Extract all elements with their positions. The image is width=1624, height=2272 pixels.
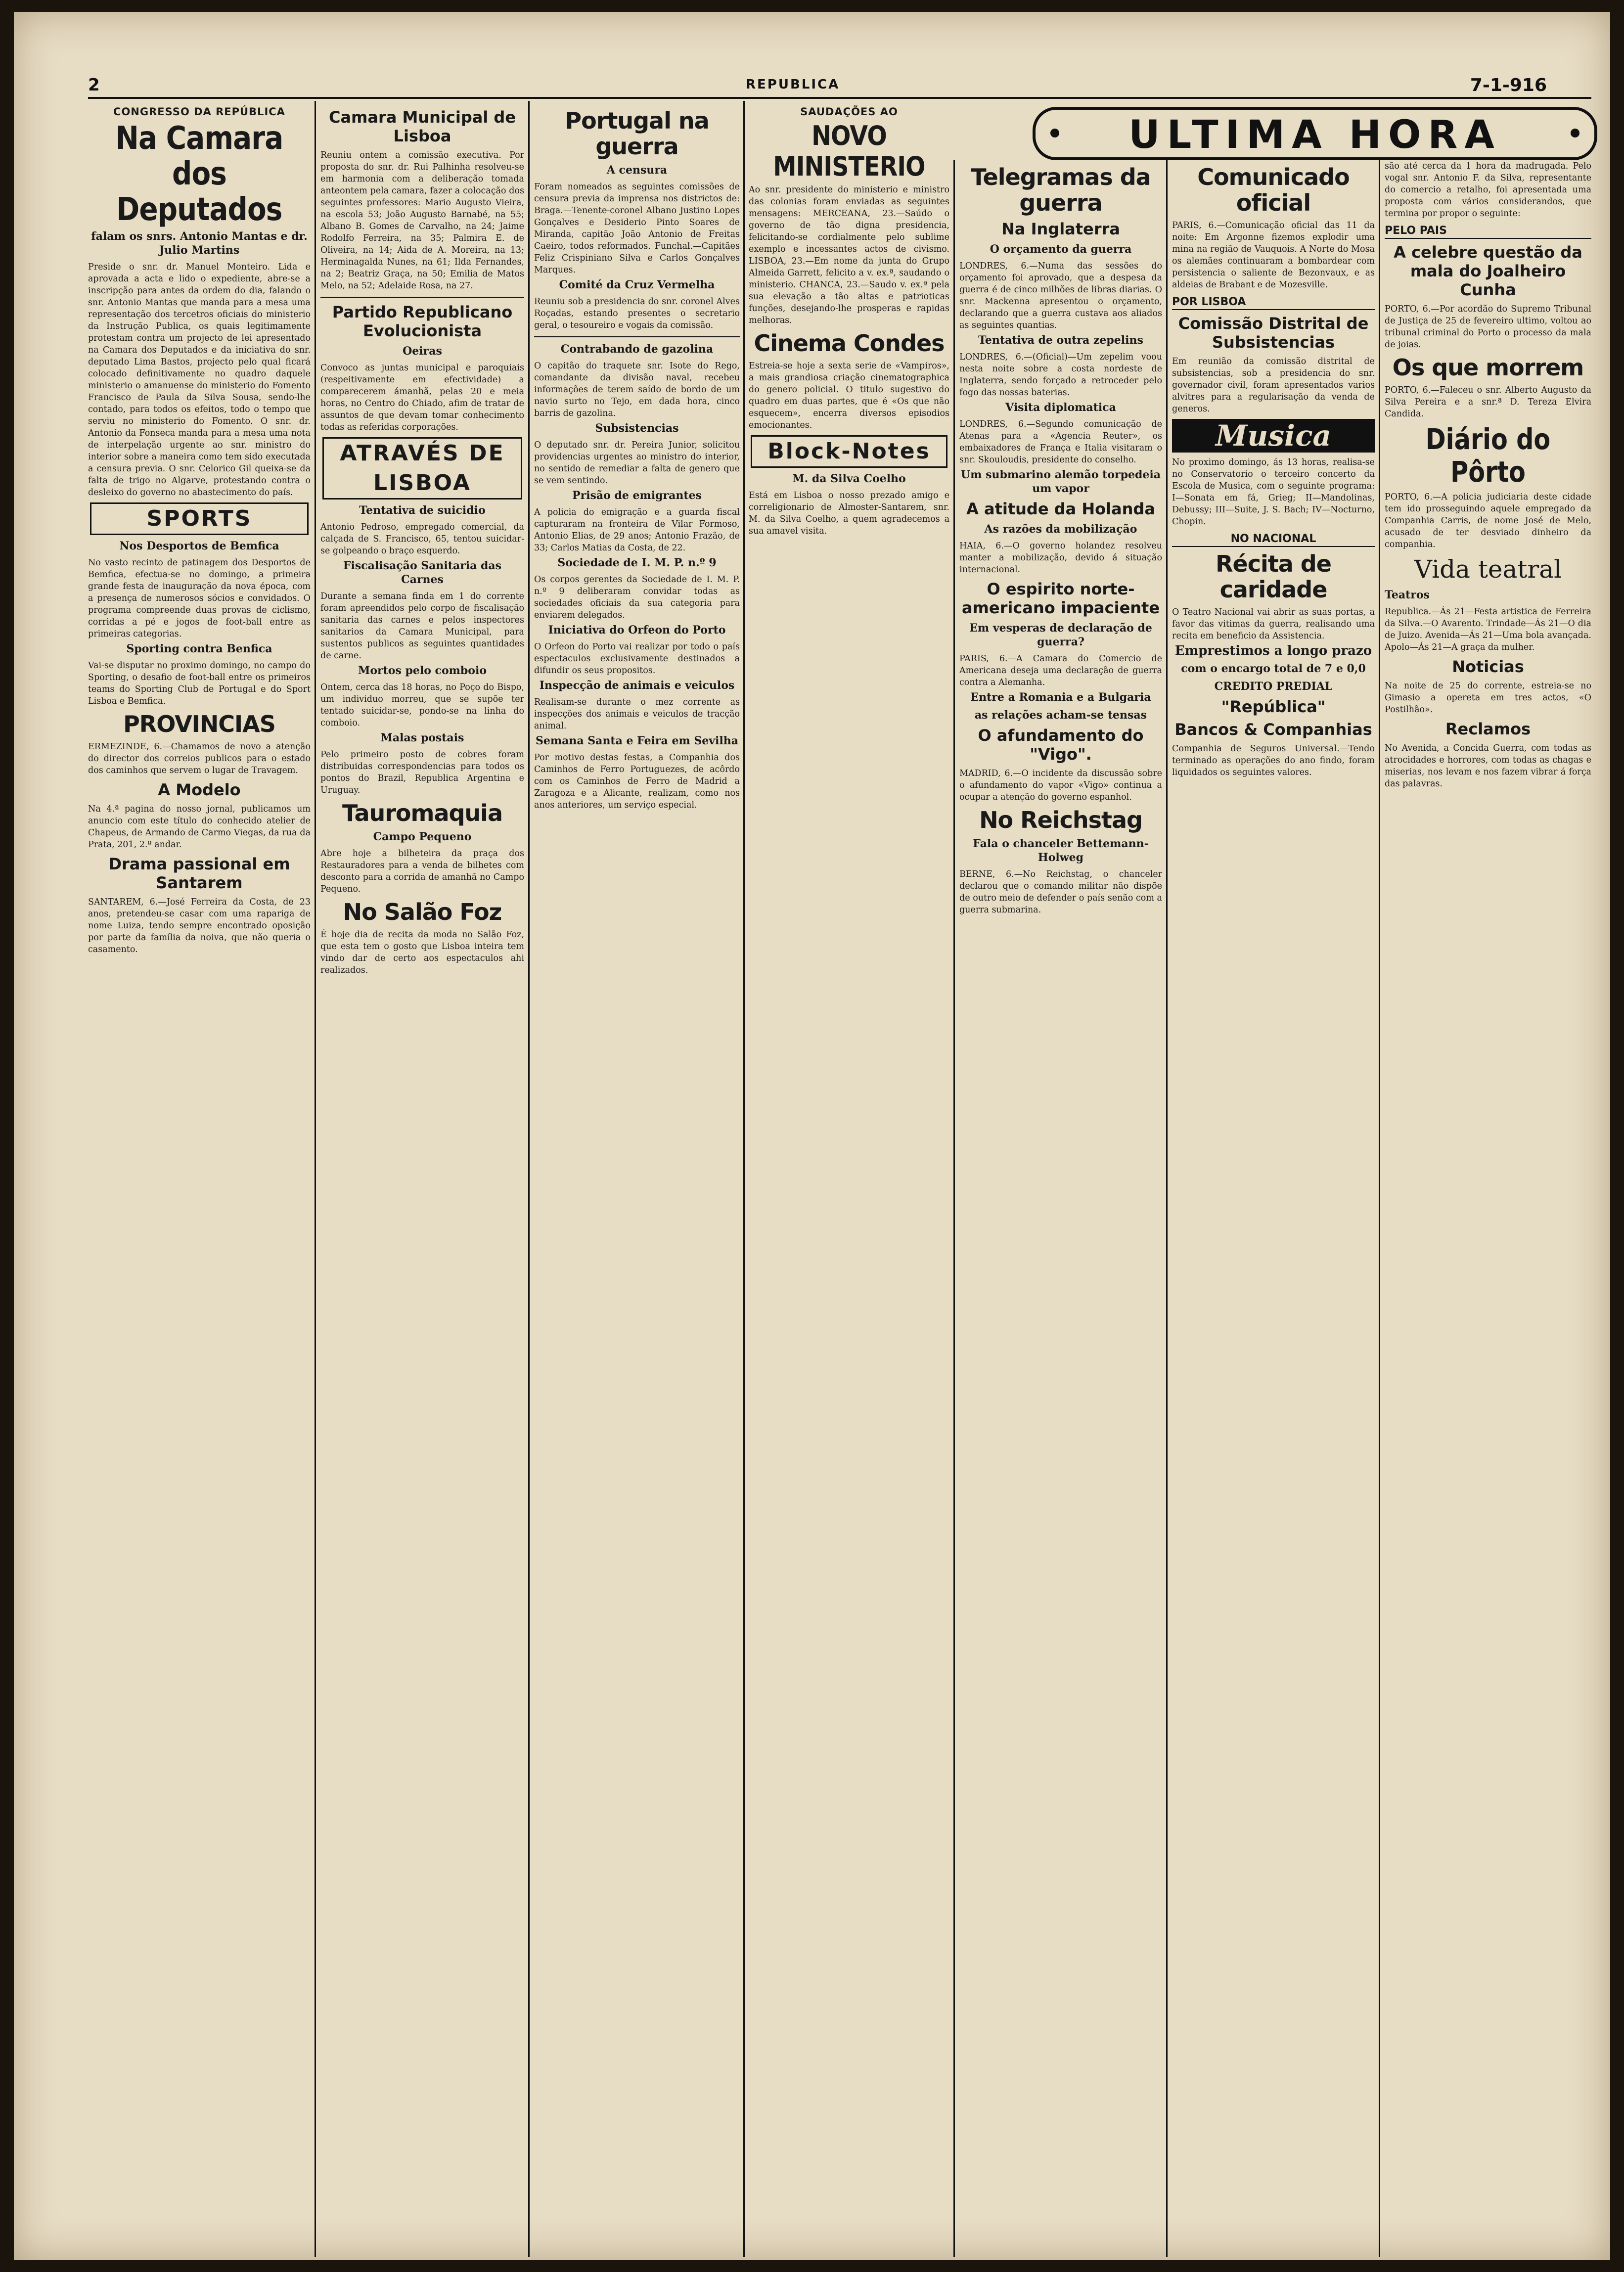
article-body: Em reunião da comissão distrital de subsistencias, sob a presidencia do snr. governador civil, foram apresentados varios alvitres para a regularisação da venda de generos.	[1172, 357, 1375, 414]
page-number: 2	[88, 75, 100, 95]
article-body: PORTO, 6.—Por acordão do Supremo Tribunal de Justiça de 25 de fevereiro ultimo, voltou ao tribunal criminal do Porto o processo da mala de joias.	[1385, 304, 1591, 350]
article-subtitle: Em vesperas de declaração de guerra?	[969, 622, 1152, 648]
article-body: Companhia de Seguros Universal.—Tendo terminado as operações do ano findo, foram liquidados os seguintes valores.	[1172, 744, 1375, 777]
article-body: Convoco as juntas municipal e paroquiais (respeitivamente em efectividade) a comparecerem ámanhã, pelas 20 e meia horas, no Centro do Chiado, afim de tratar de assuntos de que devam tomar conhecimento todas as referidas corporações.	[320, 363, 524, 432]
page-date: 7-1-916	[1470, 75, 1547, 95]
kicker: CONGRESSO DA REPÚBLICA	[113, 106, 285, 118]
divider	[534, 336, 740, 337]
divider	[320, 297, 524, 298]
article-title: O afundamento do "Vigo".	[978, 726, 1144, 764]
section-heading: Vida teatral	[1414, 555, 1562, 584]
article-body: É hoje dia de recita da moda no Salão Foz, que esta tem o gosto que Lisboa inteira tem vindo dar de certo aos espectaculos ahi realizados.	[320, 930, 524, 975]
article-body: O deputado snr. dr. Pereira Junior, solicitou providencias urgentes ao ministro do interior, no sentido de remediar a falta de genero que se vem sentindo.	[534, 440, 740, 486]
article-title: Malas postais	[380, 731, 464, 744]
article-body: Republica.—Ás 21—Festa artistica de Ferreira da Silva.—O Avarento. Trindade—Ás 21—O dia de Juizo. Avenida—Ás 21—Uma bola avançada. Apolo—Ás 21—A graça da mulher.	[1385, 607, 1591, 652]
article-body: No Avenida, a Concida Guerra, com todas as atrocidades e horrores, com todas as chagas e miserias, nos levam e nos fazem vibrar á força das palavras.	[1385, 743, 1591, 789]
advert-title: "República"	[1221, 697, 1326, 716]
newspaper-page	[14, 12, 1610, 2260]
article-body: Está em Lisboa o nosso prezado amigo e correligionario de Almoster-Santarem, snr. M. da Silva Coelho, a quem agradecemos a sua amavel visita.	[749, 491, 949, 536]
article-body: Os corpos gerentes da Sociedade de I. M. P. n.º 9 deliberaram convidar todas as sociedades oficiais da sua categoria para enviarem delegados.	[534, 575, 740, 620]
article-body: Reuniu sob a presidencia do snr. coronel Alves Roçadas, estando presentes o secretario geral, o tesoureiro e vogais da comissão.	[534, 297, 740, 330]
column-1	[88, 104, 311, 2255]
article-body: Na 4.ª pagina do nosso jornal, publicamos um anuncio com este título do conhecido atelier de Chapeus, de Armando de Carmo Viegas, da rua da Prata, 201, 2.º andar.	[88, 804, 311, 850]
section-heading: Block-Notes	[751, 435, 947, 468]
headline: Camara Municipal de Lisboa	[328, 108, 516, 145]
article-subtitle: As razões da mobilização	[984, 523, 1137, 536]
article-title: Inspecção de animais e veiculos	[539, 679, 735, 692]
column-2	[320, 104, 524, 2255]
article-title: Sporting contra Benfica	[126, 642, 272, 655]
article-body: Foram nomeados as seguintes comissões de censura previa da imprensa nos districtos de: Braga.—Tenente-coronel Albano Justino Lopes Gonçalves e Desiderio Pinto Soares de Miranda, capitão João Antonio de Freitas Caeiro, todos reformados. Funchal.—Capitães Feliz Crispiniano Silva e Carlos Gonçalves Marques.	[534, 182, 740, 275]
article-body: BERNE, 6.—No Reichstag, o chanceler declarou que o comando militar não dispõe de outro meio de defender o país senão com a guerra submarina.	[959, 869, 1162, 915]
article-title: Cinema Condes	[754, 330, 945, 357]
article-title: Semana Santa e Feira em Sevilha	[535, 734, 739, 747]
kicker: SAUDAÇÕES AO	[800, 106, 898, 118]
advert-title: Emprestimos a longo prazo	[1174, 643, 1372, 658]
article-title: Fiscalisação Sanitaria das Carnes	[343, 559, 502, 586]
article-subtitle: Campo Pequeno	[373, 830, 472, 843]
article-title: Nos Desportos de Bemfica	[119, 540, 279, 552]
article-body: No proximo domingo, ás 13 horas, realisa-se no Conservatorio o terceiro concerto da Escola de Musica, com o seguinte programa: I—Sonata em fá, Grieg; II—Mandolinas, Debussy; III—Suite, J. S. Bach; IV—Nocturno, Chopin.	[1172, 457, 1375, 527]
section-heading: ATRAVÉS DE LISBOA	[322, 437, 522, 500]
article-title: Partido Republicano Evolucionista	[332, 303, 513, 340]
article-title: Tentativa de outra zepelins	[978, 334, 1143, 347]
column-rule	[953, 160, 955, 2257]
article-body: PARIS, 6.—A Camara do Comercio de Americana deseja uma declaração de guerra contra a Alemanha.	[959, 654, 1162, 687]
article-body: Realisam-se durante o mez corrente as inspecções dos animais e veiculos de tracção animal.	[534, 697, 740, 731]
article-subtitle: Fala o chanceler Bettemann-Holweg	[973, 837, 1149, 864]
article-body: Ao snr. presidente do ministerio e ministro das colonias foram enviadas as seguintes mensagens: MERCEANA, 23.—Saúdo o governo de tão digna presidencia, felicitando-se cordialmente pelo sublime exemplo e incessantes actos de civismo. LISBOA, 23.—Em nome da junta do Grupo Almeida Garrett, felicito a v. ex.ª, saudando o ministerio. CHANCA, 23.—Saudo v. ex.ª pela sua elevação a tão altas e patrioticas funções, desejando-lhe prosperas e rapidas melhoras.	[749, 185, 949, 325]
article-body: PARIS, 6.—Comunicação oficial das 11 da noite: Em Argonne fizemos explodir uma mina na região de Vauquois. A Norte do Mosa os alemães continuaram a bombardear com persistencia o saliente de Bezonvaux, e as aldeias de Brabant e de Mozesville.	[1172, 221, 1375, 290]
headline: NOVO MINISTERIO	[773, 120, 925, 182]
article-body: A policia do emigração e a guarda fiscal capturaram na fronteira de Vilar Formoso, Antonio Elias, de 29 anos; Antonio Frazão, de 33; Carlos Matias da Costa, de 22.	[534, 507, 740, 553]
column-7	[1385, 160, 1591, 2255]
article-title: Subsistencias	[595, 422, 679, 435]
article-body: Pelo primeiro posto de cobres foram distribuidas correspondencias para todos os pontos do Brazil, Republica Argentina e Uruguay.	[320, 750, 524, 795]
article-body: ERMEZINDE, 6.—Chamamos de novo a atenção do director dos correios publicos para o estado dos caminhos que servem o lugar de Travagem.	[88, 742, 311, 775]
article-title: O espirito norte-americano impaciente	[961, 580, 1160, 617]
section-heading: PROVINCIAS	[123, 711, 275, 737]
article-body: Na noite de 25 do corrente, estreia-se no Gimasio a opereta em tres actos, «O Postilhão».	[1385, 681, 1591, 715]
article-title: A censura	[606, 164, 668, 177]
article-body: Estreia-se hoje a sexta serie de «Vampiros», a mais grandiosa criação cinematographica do genero policial. O titulo sugestivo do quadro em duas partes, que é «Os que não esquecem», encerra diversos episodios emocionantes.	[749, 361, 949, 430]
article-title: Contrabando de gazolina	[560, 343, 714, 356]
headline: Na Camara dos Deputados	[115, 120, 283, 228]
article-subtitle: Oeiras	[403, 345, 442, 358]
article-body: LONDRES, 6.—(Oficial)—Um zepelim voou nesta noite sobre a costa nordeste de Inglaterra, sendo forçado a retroceder pelo fogo das nossas baterias.	[959, 352, 1162, 398]
article-title: Sociedade de I. M. P. n.º 9	[557, 556, 717, 569]
section-heading: SPORTS	[90, 502, 309, 535]
section-tag: POR LISBOA	[1172, 296, 1375, 310]
article-title: Drama passional em Santarem	[108, 855, 290, 892]
advert-label: CREDITO PREDIAL	[1214, 680, 1333, 693]
header-rule	[88, 97, 1591, 99]
section-tag: PELO PAIS	[1385, 225, 1591, 239]
article-title: No Reichstag	[979, 807, 1142, 833]
article-title: Bancos & Companhias	[1174, 720, 1372, 739]
article-body: O Orfeon do Porto vai realizar por todo o país espectaculos exclusivamente destinados a difundir os seus propositos.	[534, 642, 740, 676]
article-body: são até cerca da 1 hora da madrugada. Pelo vogal snr. Antonio F. da Silva, representante do comercio a retalho, foi apresentada uma proposta com vários considerandos, que termina por propor o seguinte:	[1385, 161, 1591, 219]
article-body: SANTAREM, 6.—José Ferreira da Costa, de 23 anos, pretendeu-se casar com uma rapariga de nome Luiza, tendo sempre encontrado oposição por parte da família da noiva, que não queria o casamento.	[88, 897, 311, 954]
article-body: O Teatro Nacional vai abrir as suas portas, a favor das vitimas da guerra, realisando uma recita em beneficio da Assistencia.	[1172, 607, 1375, 641]
article-body: PORTO, 6.—Faleceu o snr. Alberto Augusto da Silva Pereira e a snr.ª D. Tereza Elvira Candida.	[1385, 385, 1591, 419]
headline: Portugal na guerra	[565, 107, 709, 160]
article-title: Um submarino alemão torpedeia um vapor	[961, 468, 1161, 495]
column-3	[534, 104, 740, 2255]
article-title: Visita diplomatica	[1005, 401, 1116, 414]
article-body: Vai-se disputar no proximo domingo, no campo do Sporting, o desafio de foot-ball entre os primeiros teams do Sporting Club de Portugal e do Sport Lisboa e Bemfica.	[88, 661, 311, 706]
section-heading: Tauromaquia	[342, 800, 502, 826]
article-body: MADRID, 6.—O incidente da discussão sobre o afundamento do vapor «Vigo» continua a ocupar a atenção do governo espanhol.	[959, 769, 1162, 802]
article-title: Tentativa de suicidio	[359, 504, 486, 517]
column-rule	[743, 101, 745, 2257]
column-4	[749, 104, 949, 2255]
column-5	[959, 160, 1162, 2255]
section-heading: Musica	[1172, 419, 1375, 453]
article-body: HAIA, 6.—O governo holandez resolveu manter a mobilização, devido á situação internacional.	[959, 541, 1162, 575]
article-body: LONDRES, 6.—Numa das sessões do orçamento foi aprovado, que a despesa da guerra é de cinco milhões de libras diarias. O snr. Mackenna apresentou o orçamento, declarando que a guerra custava aos aliados as seguintes quantias.	[959, 261, 1162, 330]
article-subtitle: M. da Silva Coelho	[792, 472, 906, 485]
article-body: Antonio Pedroso, empregado comercial, da calçada de S. Francisco, 65, tentou suicidar-se golpeando o braço esquerdo.	[320, 522, 524, 556]
article-title: Os que morrem	[1392, 354, 1584, 381]
article-body: O capitão do traquete snr. Isote do Rego, comandante da divisão naval, recebeu informações de terem saído de bordo de um navio surto no Tejo, em dada hora, cinco barris de gazolina.	[534, 361, 740, 418]
article-body: No vasto recinto de patinagem dos Desportos de Bemfica, efectua-se no domingo, a primeira grande festa de inauguração da nova época, com a presença de numerosos sócios e convidados. O programa compreende duas provas de ciclismo, corridas a pé e jogos de foot-ball entre as primeiras categorias.	[88, 558, 311, 639]
article-title: A Modelo	[158, 780, 241, 799]
column-rule	[1166, 160, 1168, 2257]
article-body: Preside o snr. dr. Manuel Monteiro. Lida e aprovada a acta e lido o expediente, abre-se a inscripção para antes da ordem do dia, falando o snr. Antonio Mantas que manda para a mesa uma representação dos tercetros oficiais do ministerio da Instrução Publica, os quais legitimamente protestam contra um projecto de lei apresentado na Camara dos Deputados e da iniciativa do snr. deputado Lima Bastos, projecto pelo qual ficará colocado definitivamente no quadro daquele ministerio o amanuense do ministerio do Fomento Francisco de Paula da Silva Sousa, sendo-lhe contado, para todos os efeitos, todo o tempo que serviu no ministerio do Fomento. O snr. dr. Antonio da Fonseca manda para a mesa uma nota de interpelação urgente ao snr. ministro do interior sobre a maneira como tem sido executada a censura previa. O snr. Celorico Gil queixa-se da falta de trigo no Algarve, protestando contra o desleixo do governo no abastecimento do país.	[88, 262, 311, 498]
column-rule	[528, 101, 530, 2257]
subheadline: falam os snrs. Antonio Mantas e dr. Julio Martins	[91, 230, 308, 257]
article-title: Comissão Distrital de Subsistencias	[1178, 314, 1369, 352]
section-tag: Teatros	[1385, 589, 1430, 601]
banner-dot	[1571, 129, 1579, 137]
article-title: Iniciativa do Orfeon do Porto	[548, 624, 726, 636]
article-title: Reclamos	[1445, 720, 1531, 738]
headline: Telegramas da guerra	[971, 164, 1151, 216]
column-rule	[315, 101, 316, 2257]
article-body: PORTO, 6.—A policia judiciaria deste cidade tem ido prosseguindo aquele empregado da Companhia Carris, de nome José de Melo, acusado de ter desviado dinheiro da companhia.	[1385, 492, 1591, 549]
article-subtitle: O orçamento da guerra	[990, 243, 1132, 256]
article-title: Prisão de emigrantes	[572, 489, 702, 502]
section-tag: NO NACIONAL	[1172, 533, 1375, 547]
article-body: Por motivo destas festas, a Companhia dos Caminhos de Ferro Portuguezes, de acôrdo com os Caminhos de Ferro de Madrid a Zaragoza e a Alicante, realizam, como nos anos anteriores, um serviço especial.	[534, 753, 740, 810]
page-header	[88, 75, 1547, 95]
headline: Comunicado oficial	[1197, 164, 1350, 216]
paper-title: REPUBLICA	[746, 77, 840, 92]
advert-subtitle: com o encargo total de 7 e 0,0	[1181, 662, 1366, 675]
article-title: Entre a Romania e a Bulgaria	[970, 691, 1151, 704]
article-title: Diário do Pôrto	[1425, 422, 1551, 489]
column-rule	[1379, 160, 1380, 2257]
article-title: Récita de caridade	[1216, 550, 1331, 603]
article-title: Comité da Cruz Vermelha	[559, 278, 715, 291]
ultima-hora-banner: ULTIMA HORA	[1033, 107, 1597, 160]
article-title: A celebre questão da mala do Joalheiro Cunha	[1394, 243, 1582, 299]
article-title: A atitude da Holanda	[966, 500, 1155, 518]
article-title: Noticias	[1452, 657, 1524, 676]
article-body: Abre hoje a bilheteira da praça dos Restauradores para a venda de bilhetes com desconto para a corrida de amanhã no Campo Pequeno.	[320, 849, 524, 894]
column-6	[1172, 160, 1375, 2255]
section-heading: No Salão Foz	[343, 899, 502, 925]
article-title: Mortos pelo comboio	[358, 664, 487, 677]
article-body: Durante a semana finda em 1 do corrente foram apreendidos pelo corpo de fiscalisação sanitaria das carnes e pelos inspectores sanitarios da Camara Municipal, para sustentos publicos as seguintes quantidades de carne.	[320, 591, 524, 661]
subheadline: Na Inglaterra	[1001, 220, 1120, 238]
article-body: Reuniu ontem a comissão executiva. Por proposta do snr. dr. Rui Palhinha resolveu-se em harmonia com a deliberação tomada anteontem pela camara, fazer a colocação dos seguintes professores: Mario Augusto Vieira, na escola 53; João Augusto Barnabé, na 55; Albano B. Gomes de Carvalho, na 24; Jaime Rodolfo Ferreira, na 35; Palmira E. de Oliveira, na 14; Aida de A. Moreira, na 13; Herminagalda Nunes, na 61; Ilda Fernandes, na 2; Beatriz Graça, na 50; Emilia de Matos Melo, na 52; Adelaide Rosa, na 27.	[320, 150, 524, 291]
article-subtitle: as relações acham-se tensas	[974, 709, 1147, 722]
article-body: Ontem, cerca das 18 horas, no Poço do Bispo, um individuo morreu, que se supõe ter tentado suicidar-se, pondo-se na linha do comboio.	[320, 682, 524, 728]
article-body: LONDRES, 6.—Segundo comunicação de Atenas para a «Agencia Reuter», os embaixadores de França e Italia visitaram o snr. Skouloudis, presidente do conselho.	[959, 419, 1162, 465]
